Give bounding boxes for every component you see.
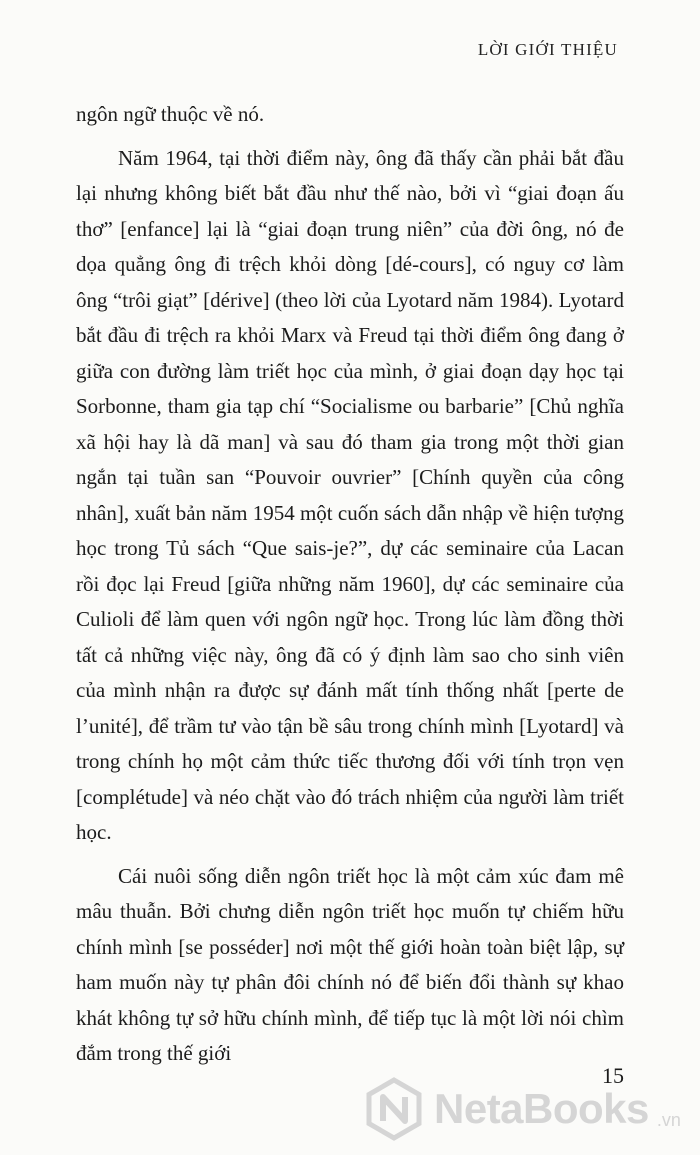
page-number: 15	[602, 1063, 624, 1088]
body-text	[76, 97, 624, 1072]
watermark-brand: NetaBooks	[434, 1085, 649, 1132]
paragraph: Cái nuôi sống diễn ngôn triết học là một cảm xúc đam mê mâu thuẫn. Bởi chưng diễn ngôn triết học muốn tự chiếm hữu chính mình [se posséder] nơi một thế giới hoàn toàn biệt lập, sự ham muốn này tự phân đôi chính nó để biến đổi thành sự khao khát không tự sở hữu chính mình, để tiếp tục là một lời nói chìm đắm trong thế giới	[76, 863, 624, 1065]
paragraph-continued: ngôn ngữ thuộc về nó.	[76, 102, 265, 126]
watermark	[362, 1077, 681, 1141]
paragraph: Năm 1964, tại thời điểm này, ông đã thấy cần phải bắt đầu lại nhưng không biết bắt đầu như thế nào, bởi vì “giai đoạn ấu thơ” [enfance] lại là “giai đoạn trung niên” của đời ông, nó đe dọa quẳng ông đi trệch khỏi dòng [dé-cours], có nguy cơ làm ông “trôi giạt” [dérive] (theo lời của Lyotard năm 1984). Lyotard bắt đầu đi trệch ra khỏi Marx và Freud tại thời điểm ông đang ở giữa con đường làm triết học của mình, ở giai đoạn dạy học tại Sorbonne, tham gia tạp chí “Socialisme ou barbarie” [Chủ nghĩa xã hội hay là dã man] và sau đó tham gia trong một thời gian ngắn tại tuần san “Pouvoir ouvrier” [Chính quyền của công nhân], xuất bản năm 1954 một cuốn sách dẫn nhập về hiện tượng học trong Tủ sách “Que sais-je?”, dự các seminaire của Lacan rồi đọc lại Freud [giữa những năm 1960], dự các seminaire của Culioli để làm quen với ngôn ngữ học. Trong lúc làm đồng thời tất cả những việc này, ông đã có ý định làm sao cho sinh viên của mình nhận ra được sự đánh mất tính thống nhất [perte de l’unité], để trầm tư vào tận bề sâu trong chính mình [Lyotard] và trong chính họ một cảm thức tiếc thương đối với tính trọn vẹn [complétude] và néo chặt vào đó trách nhiệm của người làm triết học.	[76, 145, 624, 844]
netabooks-logo-icon	[362, 1077, 426, 1141]
running-head-title: LỜI GIỚI THIỆU	[477, 40, 618, 59]
watermark-suffix: .vn	[656, 1110, 681, 1130]
